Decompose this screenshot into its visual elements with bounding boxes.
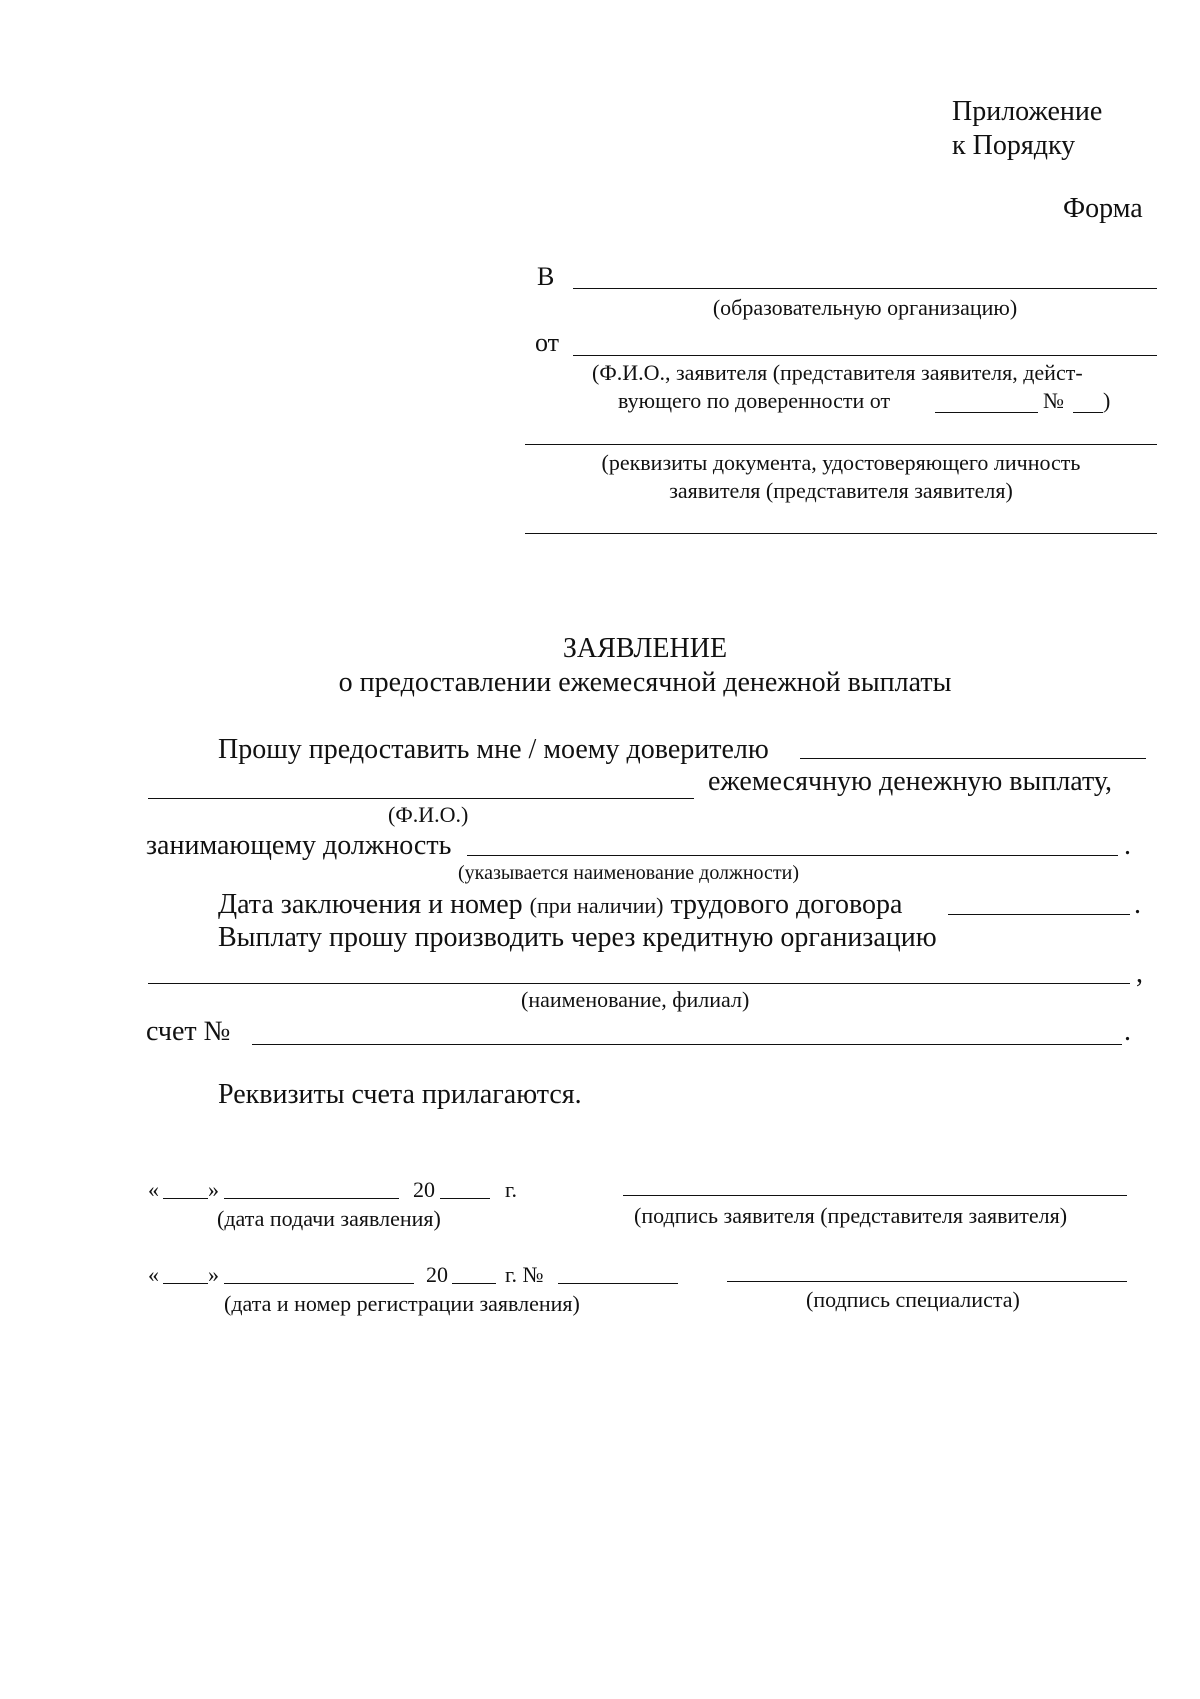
registration-caption: (дата и номер регистрации заявления) xyxy=(224,1291,580,1316)
specialist-signature-field-line[interactable] xyxy=(727,1281,1127,1282)
id-document-caption-line-2: заявителя (представителя заявителя) xyxy=(669,478,1013,503)
applicant-name-field-line[interactable] xyxy=(573,355,1157,356)
account-prefix: счет № xyxy=(146,1016,231,1047)
bank-field-line[interactable] xyxy=(148,983,1130,984)
request-prefix: Прошу предоставить мне / моему доверителю xyxy=(218,734,769,765)
id-document-caption-line-1: (реквизиты документа, удостоверяющего личность xyxy=(601,450,1081,475)
registration-number-field-line[interactable] xyxy=(558,1283,678,1284)
account-period: . xyxy=(1124,1016,1131,1047)
position-caption: (указывается наименование должности) xyxy=(458,862,800,884)
contract-period: . xyxy=(1134,889,1141,920)
submission-year-field-line[interactable] xyxy=(440,1198,490,1199)
organization-caption: (образовательную организацию) xyxy=(712,295,1018,320)
contract-optional-note: (при наличии) xyxy=(529,893,664,918)
submission-year-suffix: г. xyxy=(505,1177,518,1202)
poa-number-sign: № xyxy=(1043,388,1064,413)
appendix-line-1: Приложение xyxy=(952,96,1103,127)
appendix-line-2: к Порядку xyxy=(952,130,1076,161)
registration-month-field-line[interactable] xyxy=(224,1283,414,1284)
applicant-signature-field-line[interactable] xyxy=(623,1195,1127,1196)
applicant-signature-caption: (подпись заявителя (представителя заявителя) xyxy=(634,1203,1068,1228)
poa-closing-paren: ) xyxy=(1103,388,1111,413)
submission-date-caption: (дата подачи заявления) xyxy=(217,1206,441,1231)
contract-prefix: Дата заключения и номер xyxy=(218,889,523,920)
submission-date-close-quote: » xyxy=(208,1177,219,1202)
submission-day-field-line[interactable] xyxy=(163,1198,208,1199)
applicant-caption-line-2 xyxy=(618,388,890,414)
registration-day-field-line[interactable] xyxy=(163,1283,208,1284)
fio-caption: (Ф.И.О.) xyxy=(388,802,469,827)
contract-line xyxy=(218,889,902,921)
payment-text: ежемесячную денежную выплату, xyxy=(708,766,1113,797)
registration-date-open-quote: « xyxy=(148,1262,159,1287)
form-label: Форма xyxy=(1063,193,1143,224)
attachments-note: Реквизиты счета прилагаются. xyxy=(218,1079,582,1110)
registration-year-field-line[interactable] xyxy=(452,1283,496,1284)
organization-field-line[interactable] xyxy=(573,288,1157,289)
account-number-field-line[interactable] xyxy=(252,1044,1122,1045)
contract-field-line[interactable] xyxy=(948,914,1130,915)
registration-date-close-quote: » xyxy=(208,1262,219,1287)
from-prefix: от xyxy=(535,328,560,357)
submission-date-open-quote: « xyxy=(148,1177,159,1202)
specialist-signature-caption: (подпись специалиста) xyxy=(806,1287,1020,1312)
bank-caption: (наименование, филиал) xyxy=(521,987,750,1012)
document-title: ЗАЯВЛЕНИЕ xyxy=(562,633,728,664)
contract-suffix: трудового договора xyxy=(670,889,903,920)
power-of-attorney-text: вующего по доверенности от xyxy=(618,388,891,413)
bank-request-line: Выплату прошу производить через кредитную организацию xyxy=(218,922,937,953)
principal-name-field-line[interactable] xyxy=(800,758,1146,759)
id-document-extra-line[interactable] xyxy=(525,533,1157,534)
document-subtitle: о предоставлении ежемесячной денежной выплаты xyxy=(338,667,952,698)
bank-comma: , xyxy=(1136,958,1143,989)
id-document-field-line[interactable] xyxy=(525,444,1157,445)
submission-month-field-line[interactable] xyxy=(224,1198,399,1199)
position-prefix: занимающему должность xyxy=(146,830,452,861)
registration-year-prefix: 20 xyxy=(426,1262,448,1287)
position-period: . xyxy=(1124,830,1131,861)
applicant-caption-line-1: (Ф.И.О., заявителя (представителя заявителя, дейст- xyxy=(592,360,1083,385)
submission-year-prefix: 20 xyxy=(413,1177,435,1202)
position-field-line[interactable] xyxy=(467,855,1118,856)
fio-field-line[interactable] xyxy=(148,798,694,799)
registration-number-suffix: г. № xyxy=(505,1262,544,1287)
to-prefix: В xyxy=(537,262,555,291)
poa-number-field-line[interactable] xyxy=(1073,412,1103,413)
poa-date-field-line[interactable] xyxy=(935,412,1038,413)
